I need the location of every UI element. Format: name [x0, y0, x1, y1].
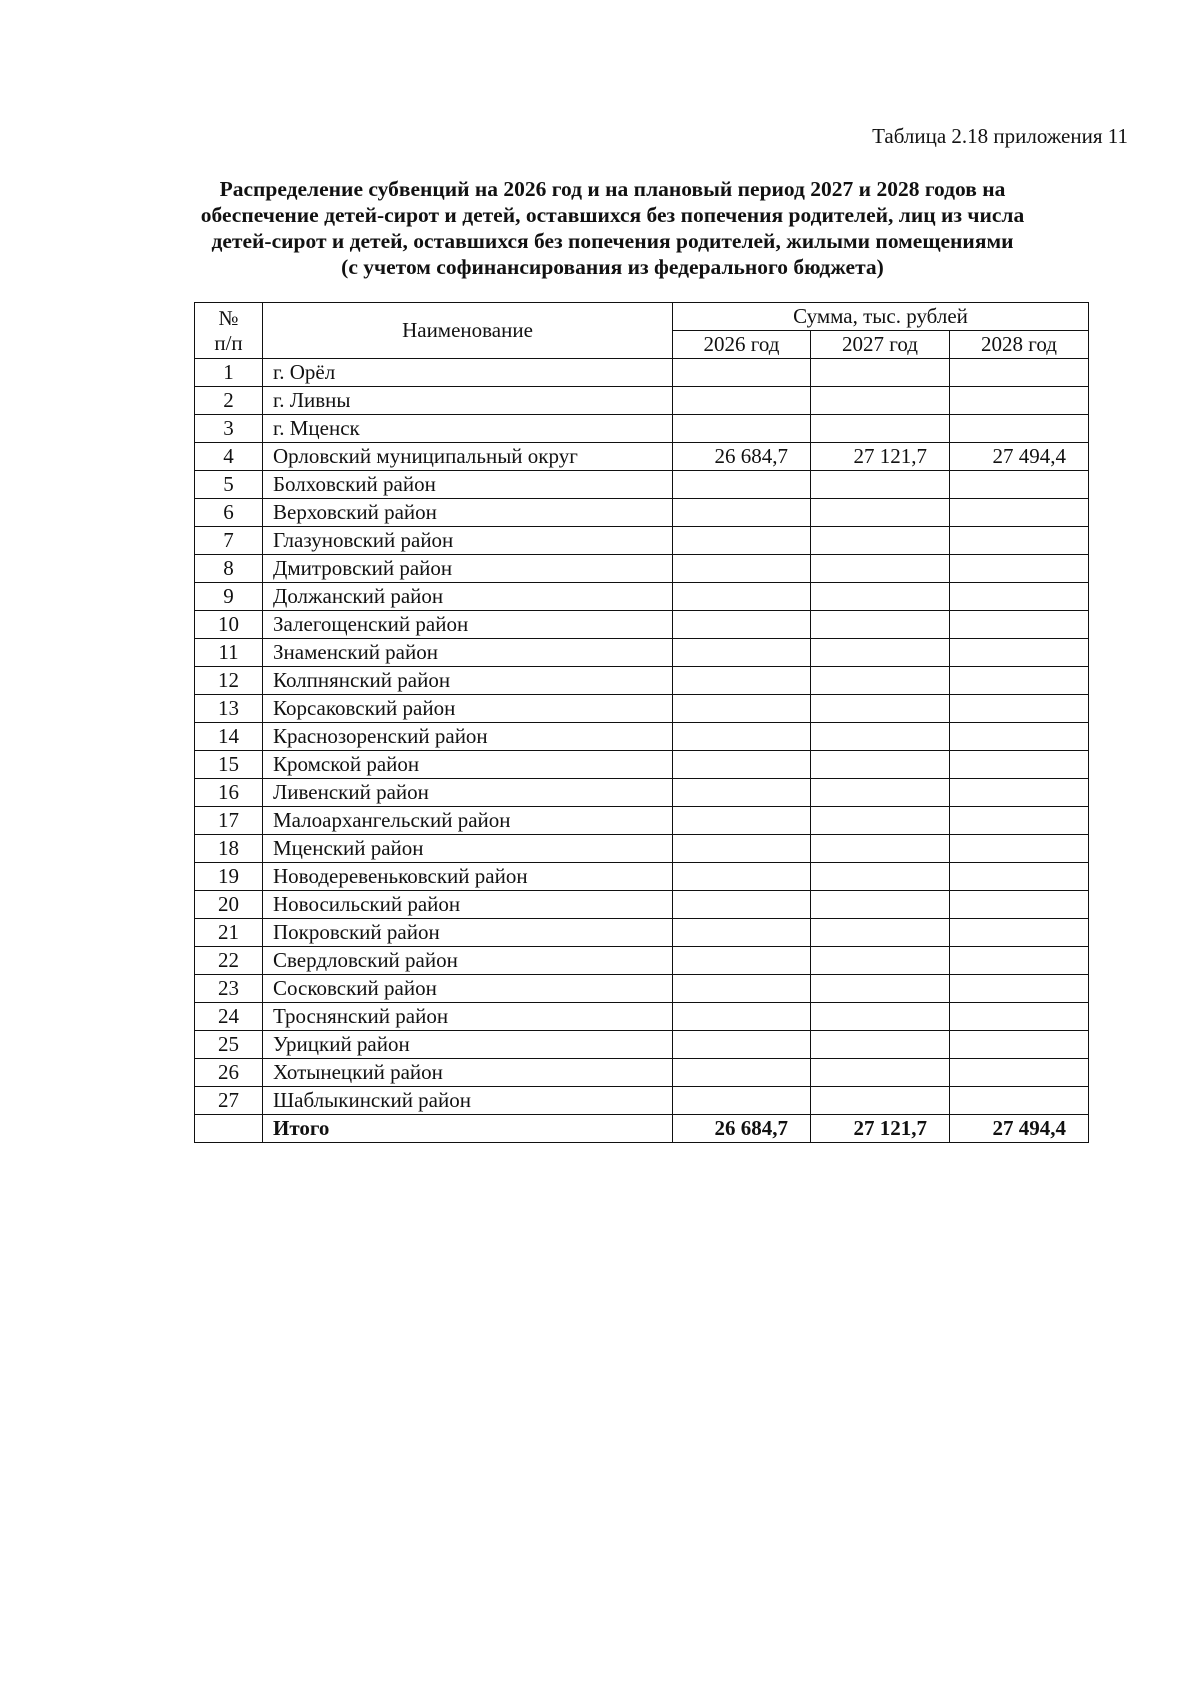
row-number: 18 [195, 835, 263, 863]
row-value-2028 [950, 975, 1089, 1003]
row-name: Дмитровский район [263, 555, 673, 583]
row-number: 15 [195, 751, 263, 779]
row-number: 9 [195, 583, 263, 611]
table-row [195, 947, 1089, 975]
table-row [195, 695, 1089, 723]
row-value-2027 [811, 415, 950, 443]
row-value-2026 [673, 359, 811, 387]
title-line: детей-сирот и детей, оставшихся без попечения родителей, жилыми помещениями [211, 229, 1014, 253]
row-value-2027 [811, 471, 950, 499]
table-row [195, 527, 1089, 555]
row-value-2026 [673, 1003, 811, 1031]
row-number: 14 [195, 723, 263, 751]
table-row [195, 835, 1089, 863]
row-value-2026 [673, 555, 811, 583]
row-value-2027 [811, 835, 950, 863]
row-value-2026 [673, 779, 811, 807]
row-value-2027 [811, 639, 950, 667]
row-value-2026 [673, 415, 811, 443]
table-row [195, 975, 1089, 1003]
row-value-2026 [673, 1087, 811, 1115]
row-name: Колпнянский район [263, 667, 673, 695]
row-number: 1 [195, 359, 263, 387]
row-value-2026 [673, 751, 811, 779]
row-name: Покровский район [263, 919, 673, 947]
row-value-2026 [673, 611, 811, 639]
row-value-2026 [673, 919, 811, 947]
row-value-2027: 27 121,7 [811, 443, 950, 471]
title-line: Распределение субвенций на 2026 год и на плановый период 2027 и 2028 годов на [219, 177, 1006, 201]
table-row [195, 779, 1089, 807]
row-value-2027 [811, 499, 950, 527]
header-year-2028: 2028 год [950, 331, 1089, 359]
table-row [195, 1031, 1089, 1059]
row-name: Орловский муниципальный округ [263, 443, 673, 471]
row-value-2028 [950, 1003, 1089, 1031]
row-value-2026 [673, 975, 811, 1003]
header-num-line2: п/п [214, 330, 243, 355]
row-name: Малоархангельский район [263, 807, 673, 835]
row-value-2027 [811, 863, 950, 891]
row-number: 16 [195, 779, 263, 807]
row-value-2028 [950, 1087, 1089, 1115]
table-row [195, 443, 1089, 471]
row-value-2028 [950, 359, 1089, 387]
row-name: Мценский район [263, 835, 673, 863]
row-number: 27 [195, 1087, 263, 1115]
row-value-2028 [950, 751, 1089, 779]
table-row [195, 919, 1089, 947]
total-value-2028: 27 494,4 [950, 1115, 1089, 1143]
table-caption: Таблица 2.18 приложения 11 [872, 124, 1128, 148]
row-number: 11 [195, 639, 263, 667]
row-value-2028 [950, 807, 1089, 835]
row-value-2028 [950, 695, 1089, 723]
row-value-2028 [950, 723, 1089, 751]
row-number: 23 [195, 975, 263, 1003]
table-row [195, 415, 1089, 443]
total-value-2027: 27 121,7 [811, 1115, 950, 1143]
row-value-2026 [673, 863, 811, 891]
row-value-2027 [811, 527, 950, 555]
row-value-2028 [950, 863, 1089, 891]
row-value-2027 [811, 667, 950, 695]
table-row [195, 611, 1089, 639]
total-number [195, 1115, 263, 1143]
row-value-2026 [673, 835, 811, 863]
row-value-2027 [811, 1059, 950, 1087]
row-number: 21 [195, 919, 263, 947]
title-line: обеспечение детей-сирот и детей, оставшихся без попечения родителей, лиц из числа [200, 203, 1025, 227]
row-name: Должанский район [263, 583, 673, 611]
row-value-2028 [950, 1031, 1089, 1059]
header-num-line1: № [218, 305, 239, 330]
row-value-2026 [673, 583, 811, 611]
row-value-2028 [950, 611, 1089, 639]
row-name: Урицкий район [263, 1031, 673, 1059]
row-name: Кромской район [263, 751, 673, 779]
row-value-2027 [811, 947, 950, 975]
table-row [195, 639, 1089, 667]
row-name: Новосильский район [263, 891, 673, 919]
row-value-2028: 27 494,4 [950, 443, 1089, 471]
row-number: 8 [195, 555, 263, 583]
row-number: 6 [195, 499, 263, 527]
row-value-2027 [811, 779, 950, 807]
title-line: (с учетом софинансирования из федерального бюджета) [341, 255, 884, 279]
row-value-2026 [673, 639, 811, 667]
row-name: Сосковский район [263, 975, 673, 1003]
row-number: 4 [195, 443, 263, 471]
table-row [195, 751, 1089, 779]
row-value-2027 [811, 387, 950, 415]
row-value-2026 [673, 527, 811, 555]
table-row [195, 387, 1089, 415]
row-value-2027 [811, 891, 950, 919]
row-value-2026 [673, 387, 811, 415]
table-row [195, 863, 1089, 891]
header-num [195, 303, 263, 359]
row-number: 26 [195, 1059, 263, 1087]
row-value-2027 [811, 583, 950, 611]
table-row [195, 1003, 1089, 1031]
row-value-2028 [950, 835, 1089, 863]
table-body [195, 359, 1089, 1143]
table-row [195, 667, 1089, 695]
row-name: Ливенский район [263, 779, 673, 807]
row-value-2026 [673, 667, 811, 695]
table-row [195, 807, 1089, 835]
total-label: Итого [263, 1115, 673, 1143]
total-row [195, 1115, 1089, 1143]
row-number: 19 [195, 863, 263, 891]
row-name: Хотынецкий район [263, 1059, 673, 1087]
table-row [195, 1087, 1089, 1115]
row-name: Болховский район [263, 471, 673, 499]
row-value-2026 [673, 1031, 811, 1059]
row-name: Свердловский район [263, 947, 673, 975]
row-value-2028 [950, 499, 1089, 527]
row-value-2026 [673, 1059, 811, 1087]
row-number: 2 [195, 387, 263, 415]
row-value-2027 [811, 695, 950, 723]
row-value-2027 [811, 723, 950, 751]
row-number: 13 [195, 695, 263, 723]
row-name: г. Ливны [263, 387, 673, 415]
row-value-2028 [950, 387, 1089, 415]
table-row [195, 471, 1089, 499]
row-number: 10 [195, 611, 263, 639]
row-number: 25 [195, 1031, 263, 1059]
row-value-2028 [950, 919, 1089, 947]
row-name: Знаменский район [263, 639, 673, 667]
row-value-2028 [950, 555, 1089, 583]
row-number: 17 [195, 807, 263, 835]
row-value-2028 [950, 891, 1089, 919]
row-value-2028 [950, 1059, 1089, 1087]
row-name: г. Орёл [263, 359, 673, 387]
row-value-2028 [950, 639, 1089, 667]
row-value-2028 [950, 527, 1089, 555]
row-name: Верховский район [263, 499, 673, 527]
table-row [195, 723, 1089, 751]
row-number: 5 [195, 471, 263, 499]
row-value-2028 [950, 947, 1089, 975]
subvention-table [194, 302, 1089, 1143]
row-number: 3 [195, 415, 263, 443]
row-number: 7 [195, 527, 263, 555]
row-name: Шаблыкинский район [263, 1087, 673, 1115]
row-value-2026 [673, 471, 811, 499]
row-value-2026 [673, 947, 811, 975]
row-name: Глазуновский район [263, 527, 673, 555]
row-value-2026 [673, 499, 811, 527]
row-value-2028 [950, 471, 1089, 499]
row-value-2028 [950, 583, 1089, 611]
row-value-2027 [811, 1003, 950, 1031]
row-name: Новодеревеньковский район [263, 863, 673, 891]
document-title [150, 176, 1075, 280]
row-value-2027 [811, 751, 950, 779]
row-value-2026 [673, 695, 811, 723]
row-value-2028 [950, 415, 1089, 443]
row-number: 24 [195, 1003, 263, 1031]
row-value-2027 [811, 611, 950, 639]
row-value-2027 [811, 359, 950, 387]
row-name: Корсаковский район [263, 695, 673, 723]
row-number: 12 [195, 667, 263, 695]
row-value-2027 [811, 1087, 950, 1115]
table-row [195, 891, 1089, 919]
row-name: г. Мценск [263, 415, 673, 443]
row-value-2027 [811, 919, 950, 947]
row-value-2028 [950, 667, 1089, 695]
row-value-2026: 26 684,7 [673, 443, 811, 471]
header-year-2026: 2026 год [673, 331, 811, 359]
row-number: 22 [195, 947, 263, 975]
table-row [195, 1059, 1089, 1087]
row-value-2027 [811, 555, 950, 583]
table-row [195, 499, 1089, 527]
row-name: Залегощенский район [263, 611, 673, 639]
row-name: Троснянский район [263, 1003, 673, 1031]
row-value-2026 [673, 723, 811, 751]
header-year-2027: 2027 год [811, 331, 950, 359]
table-row [195, 583, 1089, 611]
row-value-2028 [950, 779, 1089, 807]
table-row [195, 359, 1089, 387]
row-value-2026 [673, 891, 811, 919]
total-value-2026: 26 684,7 [673, 1115, 811, 1143]
row-value-2027 [811, 1031, 950, 1059]
header-sum-group: Сумма, тыс. рублей [673, 303, 1089, 331]
row-number: 20 [195, 891, 263, 919]
row-name: Краснозоренский район [263, 723, 673, 751]
header-name: Наименование [263, 303, 673, 359]
table-row [195, 555, 1089, 583]
row-value-2027 [811, 807, 950, 835]
row-value-2027 [811, 975, 950, 1003]
row-value-2026 [673, 807, 811, 835]
